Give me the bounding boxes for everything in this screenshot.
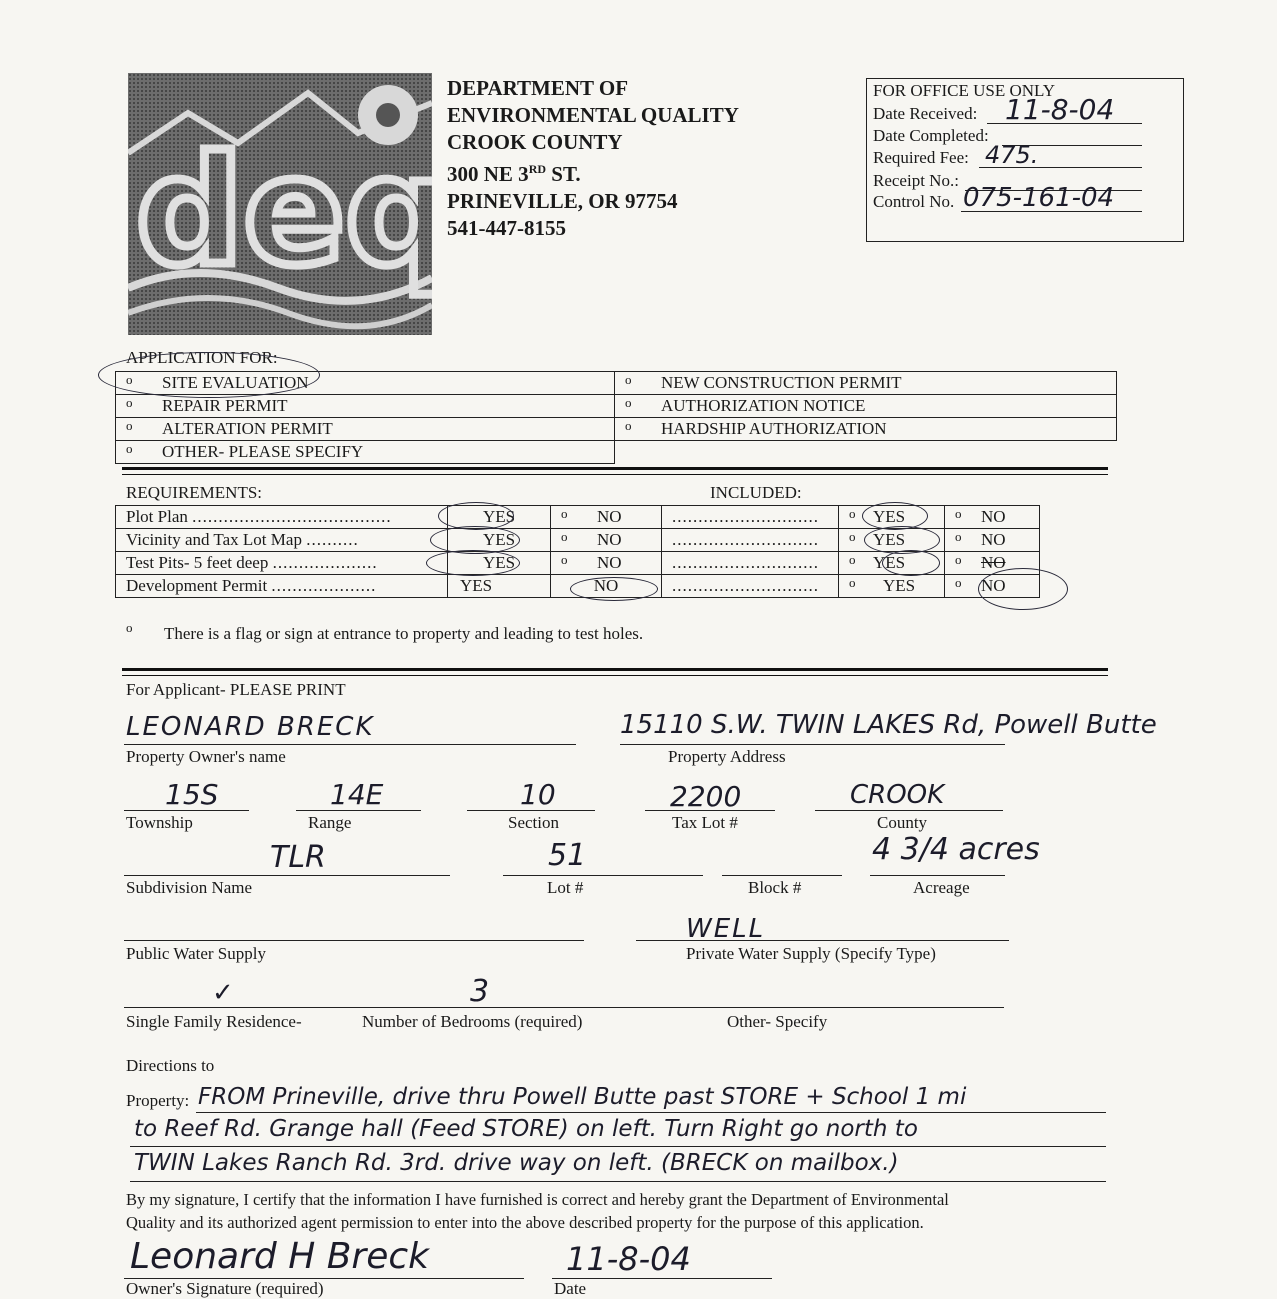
requirements-title: REQUIREMENTS: bbox=[126, 483, 262, 502]
directions-line-2[interactable]: to Reef Rd. Grange hall (Feed STORE) on left. Turn Right go north to bbox=[134, 1116, 918, 1142]
department-header bbox=[447, 75, 739, 242]
option-alteration-permit[interactable]: o ALTERATION PERMIT bbox=[116, 418, 615, 441]
directions-line-1[interactable]: FROM Prineville, drive thru Powell Butte past STORE + School 1 mi bbox=[198, 1084, 967, 1110]
sfr-checkmark[interactable]: ✓ bbox=[212, 978, 234, 1008]
test-pits-included-no[interactable]: NO bbox=[981, 553, 1006, 572]
option-new-construction[interactable]: o NEW CONSTRUCTION PERMIT bbox=[615, 372, 1117, 395]
mark-circle bbox=[426, 550, 520, 576]
dept-line-2: ENVIRONMENTAL QUALITY bbox=[447, 103, 739, 127]
control-value[interactable]: 075-161-04 bbox=[963, 183, 1115, 213]
directions-label: Directions to bbox=[126, 1056, 215, 1075]
signature-date[interactable]: 11-8-04 bbox=[566, 1240, 691, 1278]
included-dots: ............................ bbox=[662, 552, 839, 575]
test-pits-included-yes[interactable]: YES bbox=[873, 553, 906, 572]
plot-plan-yes[interactable]: YES bbox=[448, 506, 551, 529]
date-received-label: Date Received: bbox=[873, 104, 978, 123]
township-value[interactable]: 15S bbox=[165, 778, 219, 811]
township-label: Township bbox=[126, 813, 193, 832]
property-address-value[interactable]: 15110 S.W. TWIN LAKES Rd, Powell Butte bbox=[620, 710, 1157, 740]
bedrooms-label: Number of Bedrooms (required) bbox=[362, 1012, 583, 1031]
private-water-label: Private Water Supply (Specify Type) bbox=[686, 944, 936, 963]
dev-permit-yes[interactable]: YES bbox=[448, 575, 551, 598]
dev-permit-no[interactable]: NO bbox=[551, 575, 662, 598]
dev-included-yes[interactable]: YES bbox=[883, 576, 916, 595]
date-received-value[interactable]: 11-8-04 bbox=[1005, 93, 1115, 126]
site-evaluation-circle bbox=[98, 352, 320, 398]
test-pits-yes[interactable]: YES bbox=[448, 552, 551, 575]
plot-plan-included-yes[interactable]: YES bbox=[873, 507, 906, 526]
mark-circle bbox=[570, 577, 658, 601]
flag-note: There is a flag or sign at entrance to property and leading to test holes. bbox=[164, 624, 644, 643]
county-value[interactable]: CROOK bbox=[850, 780, 945, 810]
mark-circle bbox=[882, 550, 940, 576]
tax-lot-value[interactable]: 2200 bbox=[670, 780, 742, 813]
acreage-value[interactable]: 4 3/4 acres bbox=[872, 832, 1040, 867]
range-label: Range bbox=[308, 813, 352, 832]
test-pits-no[interactable]: NO bbox=[597, 553, 622, 572]
lot-value[interactable]: 51 bbox=[548, 838, 587, 873]
requirement-row: Development Permit .................... YES NO ............................ o YES o NO bbox=[116, 575, 1040, 598]
property-label: Property: bbox=[126, 1091, 190, 1110]
bedrooms-value[interactable]: 3 bbox=[470, 974, 490, 1009]
office-use-box bbox=[866, 78, 1184, 242]
owner-name-value[interactable]: LEONARD BRECK bbox=[126, 712, 375, 742]
subdivision-label: Subdivision Name bbox=[126, 878, 253, 897]
county-label: County bbox=[877, 813, 928, 832]
range-value[interactable]: 14E bbox=[330, 778, 384, 811]
city-line: PRINEVILLE, OR 97754 bbox=[447, 189, 678, 213]
acreage-label: Acreage bbox=[913, 878, 970, 897]
mark-circle bbox=[978, 568, 1068, 610]
included-dots: ............................ bbox=[662, 575, 839, 598]
included-dots: ............................ bbox=[662, 529, 839, 552]
private-water-value[interactable]: WELL bbox=[686, 914, 766, 944]
vicinity-included-yes[interactable]: YES bbox=[873, 530, 906, 549]
logo-text: deq bbox=[136, 125, 432, 299]
vicinity-included-no[interactable]: NO bbox=[981, 530, 1006, 549]
sfr-label: Single Family Residence- bbox=[126, 1012, 302, 1031]
included-title: INCLUDED: bbox=[710, 483, 802, 502]
option-hardship-authorization[interactable]: o HARDSHIP AUTHORIZATION bbox=[615, 418, 1117, 441]
vicinity-map-yes[interactable]: YES bbox=[448, 529, 551, 552]
date-completed-label: Date Completed: bbox=[873, 126, 989, 145]
signature-label: Owner's Signature (required) bbox=[126, 1279, 324, 1298]
flag-bullet: o bbox=[126, 620, 133, 635]
certification-line-2: Quality and its authorized agent permission to enter into the above described property for the purpose of this application. bbox=[126, 1213, 924, 1232]
option-authorization-notice[interactable]: o AUTHORIZATION NOTICE bbox=[615, 395, 1117, 418]
requirement-row: Plot Plan ...................................... YES o NO ............................ o YES o NO bbox=[116, 506, 1040, 529]
requirement-row: Test Pits- 5 feet deep .................... YES o NO ............................ o YES o NO bbox=[116, 552, 1040, 575]
office-title: FOR OFFICE USE ONLY bbox=[873, 81, 1056, 100]
lot-label: Lot # bbox=[547, 878, 584, 897]
tax-lot-label: Tax Lot # bbox=[672, 813, 738, 832]
owner-signature[interactable]: Leonard H Breck bbox=[130, 1236, 430, 1277]
control-label: Control No. bbox=[873, 192, 955, 211]
certification-line-1: By my signature, I certify that the information I have furnished is correct and hereby grant the Department of Environmental bbox=[126, 1190, 949, 1209]
option-site-evaluation[interactable]: o SITE EVALUATION bbox=[116, 372, 615, 395]
date-label: Date bbox=[554, 1279, 587, 1298]
phone-line: 541-447-8155 bbox=[447, 216, 566, 240]
included-dots: ............................ bbox=[662, 506, 839, 529]
required-fee-value[interactable]: 475. bbox=[985, 141, 1039, 169]
application-title: APPLICATION FOR: bbox=[126, 348, 278, 367]
applicant-heading: For Applicant- PLEASE PRINT bbox=[126, 680, 346, 699]
dept-line-1: DEPARTMENT OF bbox=[447, 76, 629, 100]
owner-name-label: Property Owner's name bbox=[126, 747, 286, 766]
requirement-row: Vicinity and Tax Lot Map .......... YES o NO ............................ o YES o NO bbox=[116, 529, 1040, 552]
vicinity-map-no[interactable]: NO bbox=[597, 530, 622, 549]
street-address: 300 NE 3RD ST. bbox=[447, 162, 581, 186]
property-address-label: Property Address bbox=[668, 747, 786, 766]
option-other[interactable]: o OTHER- PLEASE SPECIFY bbox=[116, 441, 615, 464]
plot-plan-included-no[interactable]: NO bbox=[981, 507, 1006, 526]
plot-plan-no[interactable]: NO bbox=[597, 507, 622, 526]
dept-line-3: CROOK COUNTY bbox=[447, 130, 623, 154]
other-specify-label: Other- Specify bbox=[727, 1012, 828, 1031]
block-label: Block # bbox=[748, 878, 802, 897]
dev-included-no[interactable]: NO bbox=[981, 576, 1006, 595]
required-fee-label: Required Fee: bbox=[873, 148, 969, 167]
empty-cell bbox=[615, 441, 1117, 464]
public-water-label: Public Water Supply bbox=[126, 944, 266, 963]
deq-logo bbox=[128, 73, 432, 335]
section-label: Section bbox=[508, 813, 559, 832]
section-value[interactable]: 10 bbox=[520, 778, 556, 811]
option-repair-permit[interactable]: o REPAIR PERMIT bbox=[116, 395, 615, 418]
subdivision-value[interactable]: TLR bbox=[270, 840, 326, 875]
directions-line-3[interactable]: TWIN Lakes Ranch Rd. 3rd. drive way on left. (BRECK on mailbox.) bbox=[134, 1150, 899, 1176]
receipt-label: Receipt No.: bbox=[873, 171, 959, 190]
